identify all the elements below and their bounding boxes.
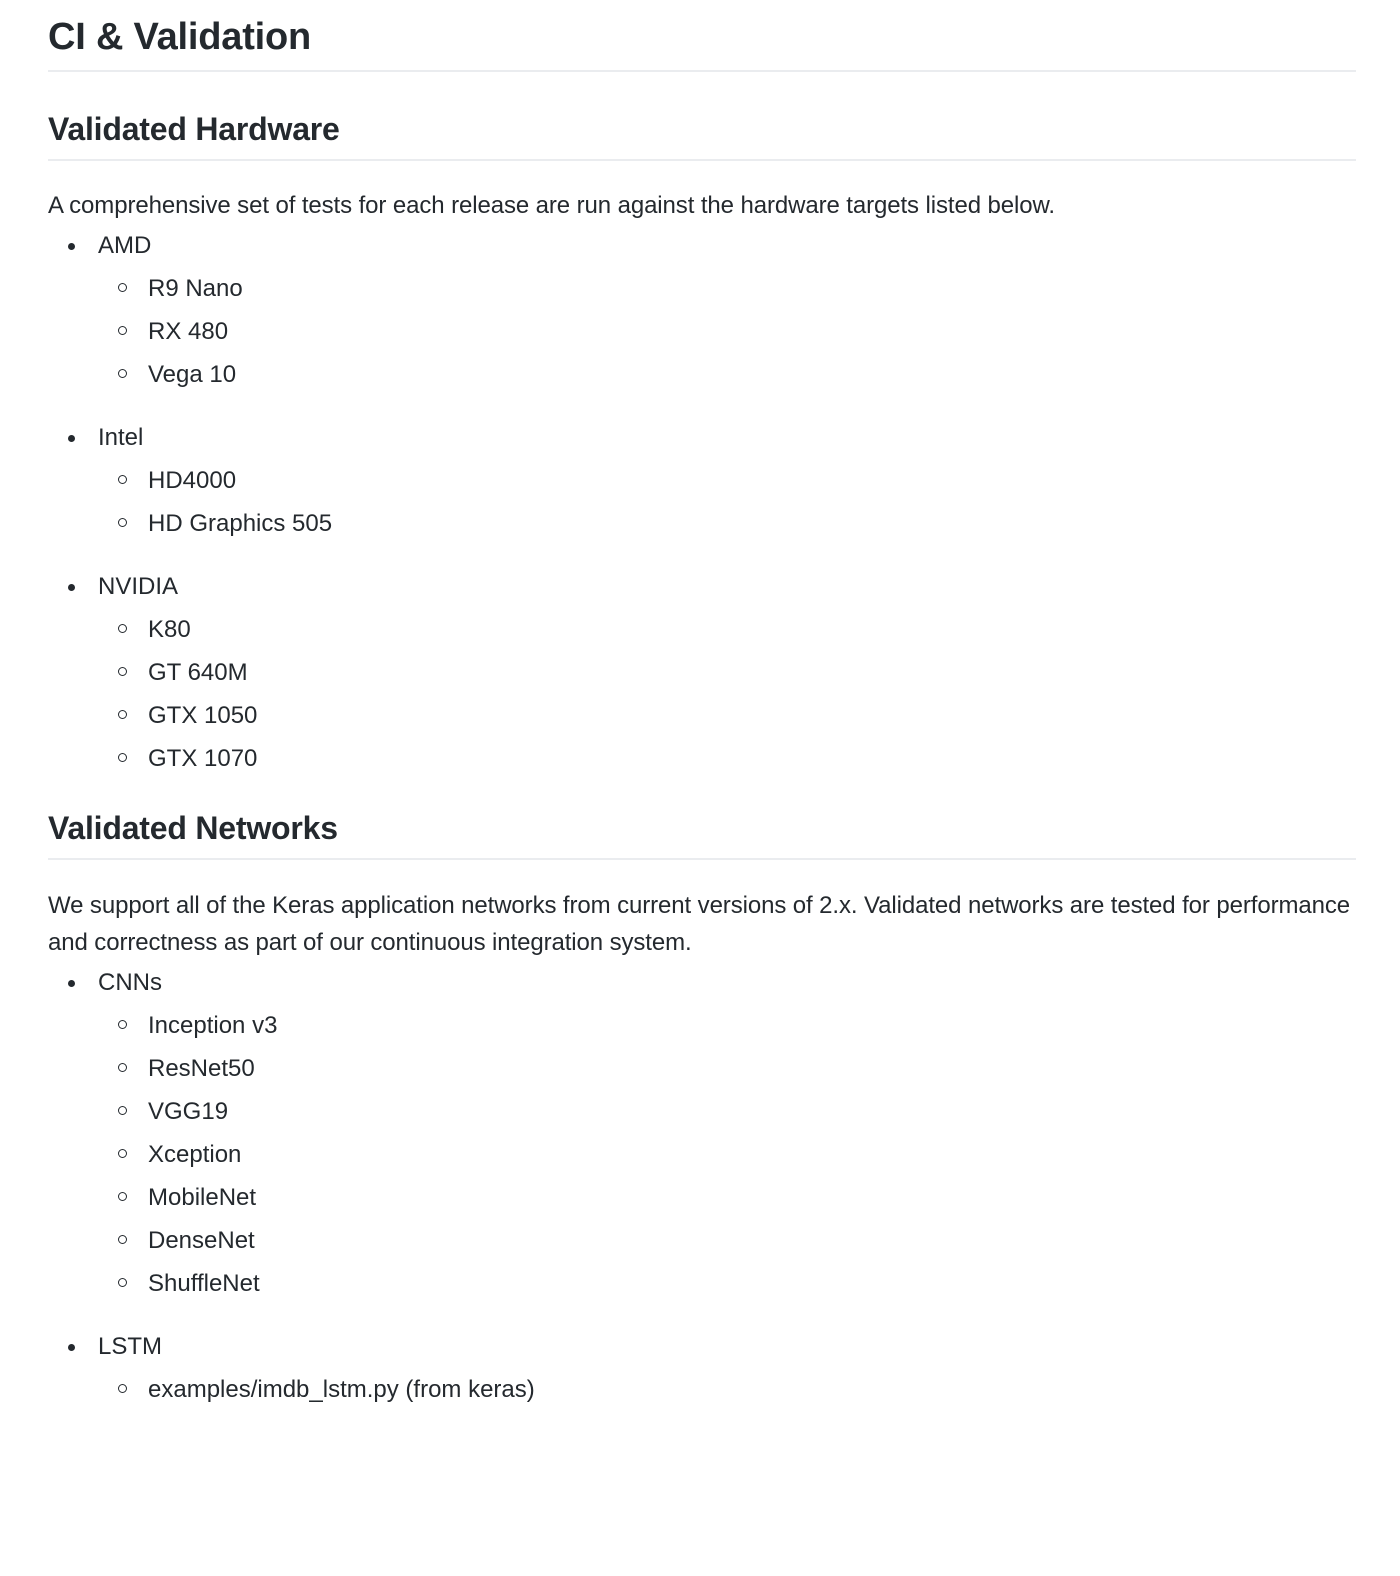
list-item-text: Vega 10 [148,361,237,388]
list-item-text: RX 480 [148,318,229,345]
bullet-circle-icon [118,518,127,527]
bullet-disc-icon [68,980,75,987]
bullet-circle-icon [118,710,127,719]
list-group [48,1325,1356,1411]
list-item-text: Xception [148,1141,242,1168]
sub-list [48,1368,1356,1411]
list-group-label [48,565,1356,608]
bullet-circle-icon [118,1278,127,1287]
list-group-text: NVIDIA [98,573,179,600]
list-item [48,1262,1356,1305]
list-item-text: ResNet50 [148,1055,255,1082]
list-item [48,1004,1356,1047]
list-item-text: GTX 1070 [148,745,258,772]
list-group [48,961,1356,1305]
list-item-text: K80 [148,616,191,643]
list-group-text: Intel [98,424,144,451]
bullet-circle-icon [118,283,127,292]
list-group [48,565,1356,780]
list-group-text: AMD [98,232,152,259]
list-item [48,459,1356,502]
list-item [48,353,1356,396]
bullet-circle-icon [118,753,127,762]
hardware-vendor-list [48,224,1356,780]
list-item [48,1133,1356,1176]
validated-networks-intro: We support all of the Keras application networks from current versions of 2.x. Validated networks are tested for performance and correctness as part of our continuous integration system. [48,892,1351,956]
bullet-circle-icon [118,475,127,484]
bullet-circle-icon [118,1063,127,1072]
sub-list [48,459,1356,545]
validated-hardware-section [48,109,1356,780]
list-item [48,502,1356,545]
list-item-text: MobileNet [148,1184,257,1211]
bullet-disc-icon [68,435,75,442]
bullet-circle-icon [118,624,127,633]
list-item-text: VGG19 [148,1098,229,1125]
list-item-text: ShuffleNet [148,1270,260,1297]
list-item-text: DenseNet [148,1227,255,1254]
validated-networks-section [48,808,1356,1411]
list-group-label [48,961,1356,1004]
bullet-disc-icon [68,243,75,250]
list-item [48,1368,1356,1411]
list-item [48,694,1356,737]
bullet-circle-icon [118,1192,127,1201]
sub-list [48,267,1356,396]
bullet-circle-icon [118,1235,127,1244]
list-item-text: examples/imdb_lstm.py (from keras) [148,1376,535,1403]
bullet-disc-icon [68,584,75,591]
list-item [48,1047,1356,1090]
sub-list [48,608,1356,780]
validated-hardware-heading: Validated Hardware [48,109,1356,161]
bullet-circle-icon [118,326,127,335]
list-item-text: R9 Nano [148,275,243,302]
bullet-circle-icon [118,1149,127,1158]
list-item-text: GTX 1050 [148,702,258,729]
list-group-text: LSTM [98,1333,163,1360]
list-group-label [48,416,1356,459]
bullet-circle-icon [118,1106,127,1115]
list-item [48,608,1356,651]
list-group-label [48,1325,1356,1368]
list-item [48,310,1356,353]
list-item [48,267,1356,310]
list-group [48,224,1356,396]
list-group-text: CNNs [98,969,162,996]
list-item [48,737,1356,780]
page-title: CI & Validation [48,0,1356,72]
list-item-text: Inception v3 [148,1012,278,1039]
bullet-disc-icon [68,1344,75,1351]
validated-hardware-intro: A comprehensive set of tests for each release are run against the hardware targets listed below. [48,192,1055,219]
list-group-label [48,224,1356,267]
bullet-circle-icon [118,1020,127,1029]
bullet-circle-icon [118,1384,127,1393]
validated-networks-heading: Validated Networks [48,808,1356,860]
list-item [48,1176,1356,1219]
bullet-circle-icon [118,369,127,378]
list-item-text: HD Graphics 505 [148,510,333,537]
list-item [48,651,1356,694]
bullet-circle-icon [118,667,127,676]
list-item [48,1090,1356,1133]
sub-list [48,1004,1356,1305]
list-item-text: GT 640M [148,659,248,686]
list-group [48,416,1356,545]
network-category-list [48,961,1356,1411]
list-item [48,1219,1356,1262]
list-item-text: HD4000 [148,467,237,494]
